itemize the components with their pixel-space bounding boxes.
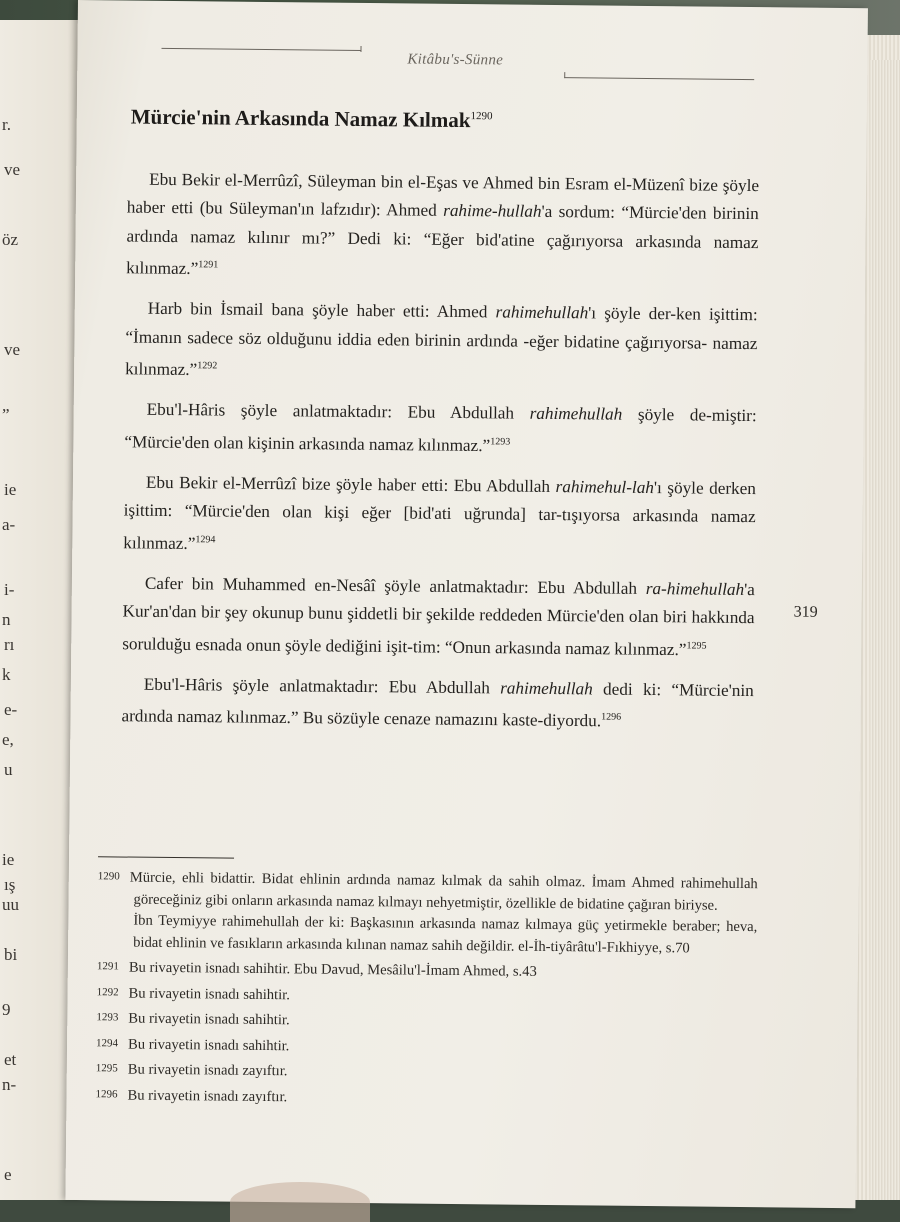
section-title-text: Mürcie'nin Arkasında Namaz Kılmak bbox=[130, 104, 471, 133]
text-run: Ebu Bekir el-Merrûzî bize şöyle haber etti: Ebu Abdullah bbox=[145, 472, 556, 496]
facing-page-fragment: e bbox=[4, 1165, 12, 1184]
text-run: Ebu'l-Hâris şöyle anlatmaktadır: Ebu Abdullah bbox=[146, 400, 530, 424]
running-head: Kitâbu's-Sünne bbox=[407, 51, 504, 69]
footnote-text: Bu rivayetin isnadı zayıftır. bbox=[127, 1087, 288, 1105]
paragraph bbox=[123, 468, 756, 564]
footnote-ref: 1291 bbox=[198, 259, 219, 271]
facing-page-fragment: ış bbox=[4, 875, 16, 894]
italic-term: rahimehullah bbox=[529, 404, 623, 425]
footnote bbox=[97, 866, 757, 917]
footnote bbox=[96, 1007, 756, 1036]
facing-page-fragment: uu bbox=[2, 895, 19, 914]
footnote-text: Bu rivayetin isnadı zayıftır. bbox=[127, 1061, 288, 1080]
header-rule-left bbox=[161, 48, 361, 51]
paragraph bbox=[125, 295, 758, 391]
footnote-text: Bu rivayetin isnadı sahihtir. Ebu Davud, Mesâilu'l-İmam Ahmed, s.43 bbox=[128, 959, 537, 980]
section-title bbox=[131, 105, 493, 134]
footnote bbox=[96, 1058, 756, 1087]
facing-page-fragment: n- bbox=[2, 1075, 17, 1094]
paragraph bbox=[126, 166, 759, 290]
paragraph bbox=[124, 396, 757, 463]
text-run: 'ı şöyle der-ken işittim: “İmanın sadece söz olduğunu iddia eden birinin ardında -eğer bidatine çağırıyorsa- namaz kılınmaz.” bbox=[125, 303, 758, 380]
footnote-text: İbn Teymiyye rahimehullah der ki: Başkasının arkasında namaz kılmaya güç yetirmekle beraber; heva, bidat ehlinin ve fasıkların arkasında kılınan namaz sahih değildir. el-İh-tiyârâtu'l-Fıkhiyye, s.70 bbox=[133, 912, 758, 956]
page-number: 319 bbox=[793, 603, 818, 621]
footnote-text: Bu rivayetin isnadı sahihtir. bbox=[128, 985, 291, 1003]
book-page bbox=[65, 0, 868, 1208]
facing-page-fragment: k bbox=[2, 665, 11, 684]
facing-page-fragment: a- bbox=[2, 515, 16, 534]
facing-page-fragment: e- bbox=[4, 700, 18, 719]
footnote-text: Bu rivayetin isnadı sahihtir. bbox=[128, 1010, 290, 1029]
facing-page-fragment: n bbox=[2, 610, 11, 629]
footnote bbox=[97, 910, 757, 960]
footnote-text: Bu rivayetin isnadı sahihtir. bbox=[127, 1036, 290, 1054]
footnote-number: 1296 bbox=[95, 1087, 118, 1100]
footnote-number: 1293 bbox=[96, 1011, 119, 1024]
footnote-ref: 1294 bbox=[195, 533, 216, 546]
footnotes bbox=[95, 866, 757, 1113]
facing-page-fragment: r. bbox=[2, 115, 11, 134]
footnote bbox=[97, 956, 757, 985]
facing-page-fragment: rı bbox=[4, 635, 15, 654]
facing-page-fragment: ” bbox=[2, 405, 10, 424]
text-run: şöyle de-miştir: “Mürcie'den olan kişinin arkasında namaz kılınmaz.” bbox=[124, 405, 757, 455]
text-run: Ebu Bekir el-Merrûzî, Süleyman bin el-Eşas ve Ahmed bin Esram el-Müzenî bize şöyle haber etti (bu Süleyman'ın lafzıdır): Ahmed bbox=[126, 169, 760, 221]
facing-page-fragment: bi bbox=[4, 945, 18, 964]
text-run: 'ı şöyle derken işittim: “Mürcie'den olan kişi eğer [bid'ati uğrunda] tar-tışıyorsa arkasında namaz kılınmaz.” bbox=[123, 477, 757, 553]
title-footnote-ref: 1290 bbox=[470, 110, 493, 123]
facing-page-fragment: ve bbox=[4, 160, 21, 179]
footnote-number: 1292 bbox=[96, 985, 119, 998]
text-run: Harb bin İsmail bana şöyle haber etti: Ahmed bbox=[147, 299, 496, 322]
italic-term: rahime-hullah bbox=[443, 201, 542, 222]
footnote-text: Mürcie, ehli bidattir. Bidat ehlinin ardında namaz kılmak da sahih olmaz. İmam Ahmed rahimehullah göreceğiniz gibi onların arkasında namaz kılmayı nehyetmiştir, özellikle de bidatine çağıran biriyse. bbox=[129, 869, 758, 914]
footnote bbox=[96, 982, 756, 1011]
text-run: dedi ki: “Mürcie'nin ardında namaz kılınmaz.” Bu sözüyle cenaze namazını kaste-diyordu. bbox=[121, 679, 754, 731]
italic-term: rahimehul-lah bbox=[555, 476, 655, 497]
footnote-ref: 1292 bbox=[197, 360, 218, 372]
footnote-number: 1294 bbox=[96, 1036, 119, 1049]
italic-term: rahimehullah bbox=[500, 678, 593, 699]
footnote-ref: 1295 bbox=[686, 640, 707, 652]
footnote-number: 1291 bbox=[96, 960, 119, 973]
text-run: Cafer bin Muhammed en-Nesâî şöyle anlatmaktadır: Ebu Abdullah bbox=[144, 573, 646, 598]
facing-page-fragment: ie bbox=[2, 850, 15, 869]
body-text bbox=[121, 166, 759, 750]
footnote-number: 1290 bbox=[97, 870, 120, 883]
text-run: 'a Kur'an'dan bir şey okunup bunu şiddetli bir şekilde reddeden Mürcie'den olan biri hakkında sorulduğu esnada onun şöyle dediğini işit-tim: “Onun arkasında namaz kılınmaz.” bbox=[122, 579, 755, 659]
footnote-ref: 1296 bbox=[601, 711, 622, 723]
paragraph bbox=[121, 670, 754, 737]
facing-page-fragment: ve bbox=[4, 340, 21, 359]
italic-term: rahimehullah bbox=[495, 302, 589, 323]
footnote-ref: 1293 bbox=[490, 436, 511, 448]
facing-page-fragment: i- bbox=[4, 580, 15, 599]
footnote-number: 1295 bbox=[95, 1062, 118, 1075]
page-edges-back bbox=[870, 60, 900, 1200]
facing-page-fragment: e, bbox=[2, 730, 14, 749]
finger-shadow bbox=[230, 1182, 370, 1222]
text-run: Ebu'l-Hâris şöyle anlatmaktadır: Ebu Abdullah bbox=[143, 674, 501, 698]
facing-page-fragment: öz bbox=[2, 230, 19, 249]
facing-page-fragment: et bbox=[4, 1050, 17, 1069]
facing-page-fragment: 9 bbox=[2, 1000, 11, 1019]
footnote bbox=[96, 1033, 756, 1062]
paragraph bbox=[122, 569, 755, 665]
italic-term: ra-himehullah bbox=[645, 578, 745, 599]
header-rule-right bbox=[564, 77, 754, 80]
facing-page-fragment: ie bbox=[4, 480, 17, 499]
footnote-rule bbox=[98, 856, 234, 858]
footnote bbox=[95, 1084, 755, 1113]
facing-page-fragment: u bbox=[4, 760, 13, 779]
text-run: 'a sordum: “Mürcie'den birinin ardında namaz kılınır mı?” Dedi ki: “Eğer bid'atine çağırıyorsa arkasında namaz kılınmaz.” bbox=[126, 202, 759, 279]
